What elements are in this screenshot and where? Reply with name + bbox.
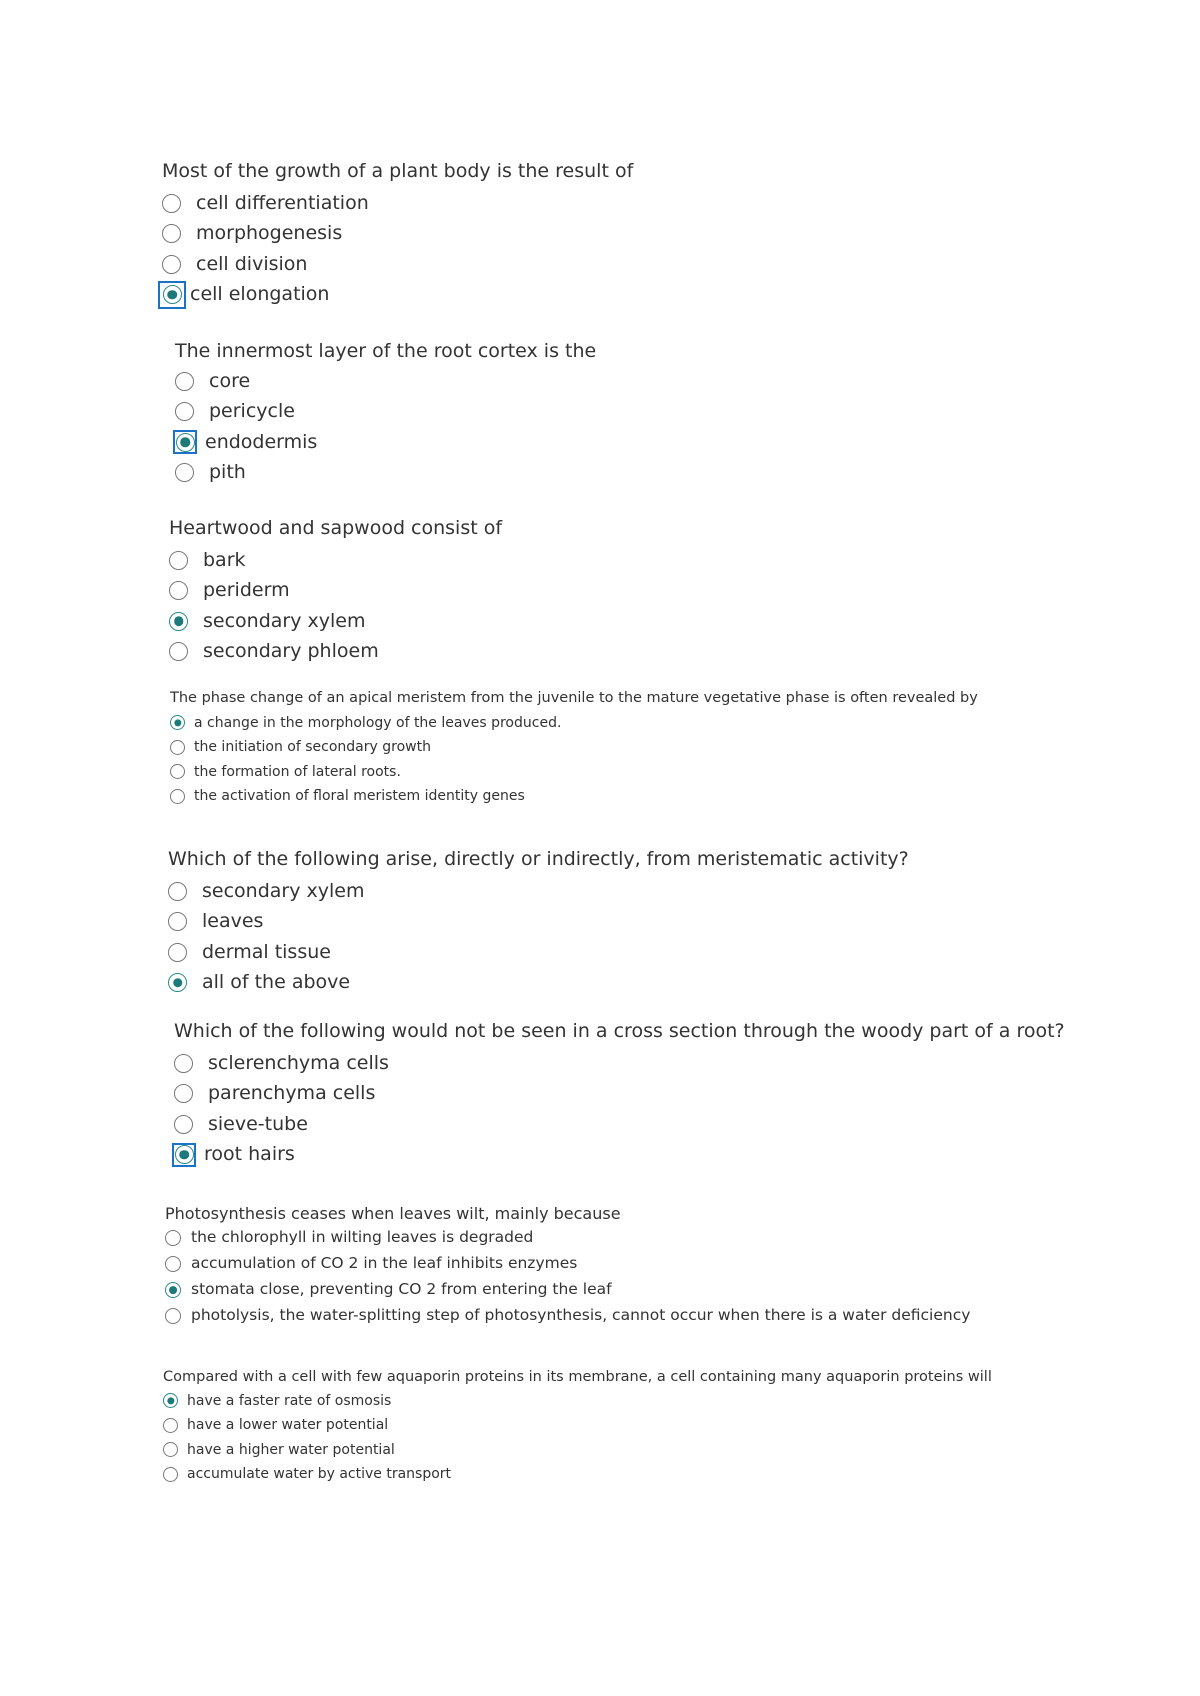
answer-options bbox=[165, 1225, 970, 1329]
answer-option[interactable] bbox=[168, 967, 909, 998]
radio-button[interactable] bbox=[169, 642, 188, 661]
option-label: all of the above bbox=[202, 971, 351, 994]
question-8 bbox=[163, 1369, 992, 1486]
radio-button-selected[interactable] bbox=[163, 285, 182, 304]
answer-options bbox=[175, 366, 596, 488]
option-label: root hairs bbox=[204, 1143, 295, 1166]
radio-button[interactable] bbox=[175, 402, 194, 421]
option-label: pericycle bbox=[209, 400, 295, 423]
radio-button[interactable] bbox=[162, 224, 181, 243]
answer-option[interactable] bbox=[170, 710, 978, 735]
answer-options bbox=[162, 188, 633, 310]
radio-button[interactable] bbox=[168, 912, 187, 931]
radio-button[interactable] bbox=[170, 789, 185, 804]
radio-button[interactable] bbox=[175, 463, 194, 482]
answer-option[interactable] bbox=[168, 876, 909, 907]
focus-outline bbox=[172, 1143, 196, 1167]
radio-button[interactable] bbox=[174, 1084, 193, 1103]
radio-button[interactable] bbox=[163, 1418, 178, 1433]
answer-option[interactable] bbox=[169, 636, 502, 667]
answer-option[interactable] bbox=[165, 1251, 970, 1277]
answer-option[interactable] bbox=[165, 1277, 970, 1303]
question-text: Photosynthesis ceases when leaves wilt, mainly because bbox=[165, 1204, 621, 1223]
option-label: secondary xylem bbox=[203, 609, 366, 632]
option-label: stomata close, preventing CO 2 from entering the leaf bbox=[191, 1280, 612, 1299]
radio-button[interactable] bbox=[162, 255, 181, 274]
answer-option[interactable] bbox=[174, 1139, 1065, 1170]
option-label: endodermis bbox=[205, 430, 318, 453]
answer-option[interactable] bbox=[170, 759, 978, 784]
question-text: Which of the following arise, directly or indirectly, from meristematic activity? bbox=[168, 848, 909, 870]
answer-option[interactable] bbox=[169, 606, 502, 637]
question-5 bbox=[168, 848, 909, 998]
radio-button-selected[interactable] bbox=[163, 1393, 178, 1408]
option-label: periderm bbox=[203, 579, 290, 602]
option-label: have a lower water potential bbox=[187, 1417, 389, 1434]
radio-button-selected[interactable] bbox=[170, 715, 185, 730]
question-text: Compared with a cell with few aquaporin proteins in its membrane, a cell containing many aquaporin proteins will bbox=[163, 1369, 992, 1385]
radio-button-selected[interactable] bbox=[165, 1282, 181, 1298]
option-label: cell division bbox=[196, 252, 308, 275]
answer-option[interactable] bbox=[168, 937, 909, 968]
radio-button[interactable] bbox=[174, 1115, 193, 1134]
radio-button[interactable] bbox=[162, 194, 181, 213]
option-label: the initiation of secondary growth bbox=[194, 739, 431, 756]
answer-option[interactable] bbox=[163, 1462, 992, 1487]
answer-option[interactable] bbox=[175, 366, 596, 397]
radio-button[interactable] bbox=[170, 740, 185, 755]
answer-option[interactable] bbox=[163, 1413, 992, 1438]
answer-option[interactable] bbox=[169, 575, 502, 606]
question-text: Heartwood and sapwood consist of bbox=[169, 517, 503, 539]
question-7 bbox=[165, 1204, 970, 1329]
radio-button[interactable] bbox=[170, 764, 185, 779]
answer-options bbox=[169, 545, 502, 667]
option-label: pith bbox=[209, 461, 246, 484]
option-label: the formation of lateral roots. bbox=[194, 763, 401, 780]
option-label: cell elongation bbox=[190, 283, 330, 306]
question-text: Most of the growth of a plant body is the result of bbox=[162, 160, 634, 182]
option-label: core bbox=[209, 369, 251, 392]
radio-button[interactable] bbox=[165, 1308, 181, 1324]
radio-button[interactable] bbox=[169, 581, 188, 600]
answer-option[interactable] bbox=[162, 218, 633, 249]
option-label: sieve-tube bbox=[208, 1112, 308, 1135]
option-label: sclerenchyma cells bbox=[208, 1051, 389, 1074]
option-label: accumulate water by active transport bbox=[187, 1466, 452, 1483]
radio-button-selected[interactable] bbox=[169, 612, 188, 631]
answer-option[interactable] bbox=[162, 279, 633, 310]
answer-option[interactable] bbox=[162, 188, 633, 219]
radio-button[interactable] bbox=[175, 372, 194, 391]
question-1 bbox=[162, 160, 633, 310]
radio-button-selected[interactable] bbox=[176, 433, 195, 452]
answer-option[interactable] bbox=[174, 1078, 1065, 1109]
question-4 bbox=[170, 690, 978, 808]
answer-option[interactable] bbox=[168, 906, 909, 937]
question-text: The innermost layer of the root cortex is the bbox=[175, 340, 597, 362]
option-label: the chlorophyll in wilting leaves is degraded bbox=[191, 1228, 534, 1247]
radio-button[interactable] bbox=[165, 1256, 181, 1272]
radio-button[interactable] bbox=[163, 1442, 178, 1457]
answer-option[interactable] bbox=[165, 1225, 970, 1251]
answer-options bbox=[163, 1388, 992, 1486]
option-label: morphogenesis bbox=[196, 222, 343, 245]
question-text: Which of the following would not be seen in a cross section through the woody part of a root? bbox=[174, 1020, 1065, 1042]
option-label: have a faster rate of osmosis bbox=[187, 1392, 392, 1409]
radio-button[interactable] bbox=[174, 1054, 193, 1073]
answer-option[interactable] bbox=[162, 249, 633, 280]
option-label: leaves bbox=[202, 910, 264, 933]
radio-button[interactable] bbox=[165, 1230, 181, 1246]
radio-button[interactable] bbox=[168, 882, 187, 901]
answer-option[interactable] bbox=[170, 784, 978, 809]
radio-button[interactable] bbox=[168, 943, 187, 962]
option-label: a change in the morphology of the leaves produced. bbox=[194, 714, 562, 731]
answer-option[interactable] bbox=[165, 1303, 970, 1329]
question-3 bbox=[169, 517, 502, 667]
radio-button-selected[interactable] bbox=[168, 973, 187, 992]
question-2 bbox=[175, 340, 596, 488]
answer-option[interactable] bbox=[170, 735, 978, 760]
question-text: The phase change of an apical meristem from the juvenile to the mature vegetative phase is often revealed by bbox=[170, 690, 978, 706]
radio-button[interactable] bbox=[163, 1467, 178, 1482]
radio-button[interactable] bbox=[169, 551, 188, 570]
option-label: the activation of floral meristem identity genes bbox=[194, 788, 525, 805]
answer-option[interactable] bbox=[174, 1109, 1065, 1140]
question-6 bbox=[174, 1020, 1065, 1170]
radio-button-selected[interactable] bbox=[175, 1145, 194, 1164]
option-label: accumulation of CO 2 in the leaf inhibits enzymes bbox=[191, 1254, 578, 1273]
answer-option[interactable] bbox=[163, 1437, 992, 1462]
answer-option[interactable] bbox=[169, 545, 502, 576]
focus-outline bbox=[158, 281, 186, 309]
answer-option[interactable] bbox=[163, 1388, 992, 1413]
answer-option[interactable] bbox=[175, 457, 596, 488]
answer-option[interactable] bbox=[175, 427, 596, 458]
option-label: photolysis, the water-splitting step of photosynthesis, cannot occur when there is a water deficiency bbox=[191, 1306, 971, 1325]
option-label: dermal tissue bbox=[202, 940, 331, 963]
answer-options bbox=[174, 1048, 1065, 1170]
option-label: have a higher water potential bbox=[187, 1441, 395, 1458]
option-label: bark bbox=[203, 548, 246, 571]
option-label: secondary xylem bbox=[202, 879, 365, 902]
option-label: parenchyma cells bbox=[208, 1082, 376, 1105]
answer-option[interactable] bbox=[175, 396, 596, 427]
focus-outline bbox=[173, 430, 197, 454]
answer-option[interactable] bbox=[174, 1048, 1065, 1079]
answer-options bbox=[168, 876, 909, 998]
option-label: cell differentiation bbox=[196, 191, 369, 214]
option-label: secondary phloem bbox=[203, 640, 379, 663]
answer-options bbox=[170, 710, 978, 808]
